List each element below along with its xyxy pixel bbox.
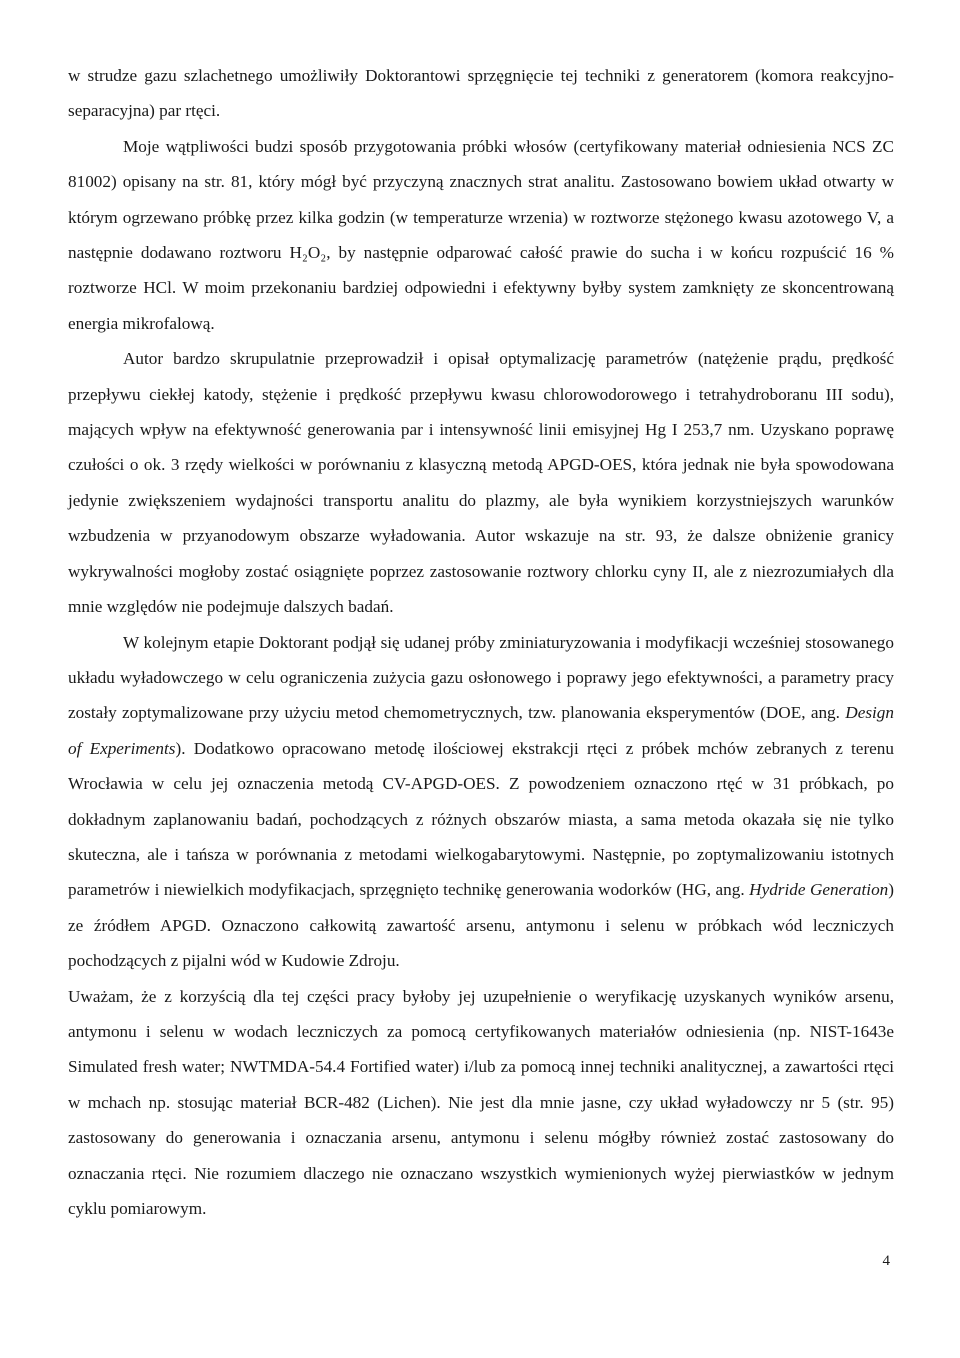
- text-segment: w strudze gazu szlachetnego umożliwiły Doktorantowi sprzęgnięcie tej techniki z generatorem (komora reakcyjno-separacyjna) par rtęci.: [68, 66, 894, 121]
- paragraph-5: [68, 979, 894, 1227]
- body-text: [68, 58, 894, 1226]
- text-segment: ). Dodatkowo opracowano metodę ilościowej ekstrakcji rtęci z próbek mchów zebranych z terenu Wrocławia w celu jej oznaczenia metodą CV-APGD-OES. Z powodzeniem oznaczono rtęć w 31 próbkach, po dokładnym zaplanowaniu badań, pochodzących z różnych obszarów miasta, a sama metoda okazała się nie tylko skuteczna, ale i tańsza w porównania z metodami wielkogabarytowymi. Następnie, po zoptymalizowaniu istotnych parametrów i niewielkich modyfikacjach, sprzęgnięto technikę generowania wodorków (HG, ang.: [68, 738, 894, 900]
- paragraph-2: [68, 129, 894, 341]
- text-segment: Autor bardzo skrupulatnie przeprowadził i opisał optymalizację parametrów (natężenie prądu, prędkość przepływu ciekłej katody, stężenie i prędkość przepływu kwasu chlorowodorowego i tetrahydroboranu III sodu), mających wpływ na efektywność generowania par i intensywność linii emisyjnej Hg I 253,7 nm. Uzyskano poprawę czułości o ok. 3 rzędy wielkości w porównaniu z klasyczną metodą APGD-OES, która jednak nie była spowodowana jedynie zwiększeniem wydajności transportu analitu do plazmy, ale była wynikiem korzystniejszych warunków wzbudzenia w przyanodowym obszarze wyładowania. Autor wskazuje na str. 93, że dalsze obniżenie granicy wykrywalności mogłoby zostać osiągnięte poprzez zastosowanie roztwory chlorku cyny II, ale z niezrozumiałych dla mnie względów nie podejmuje dalszych badań.: [68, 349, 894, 617]
- text-segment: Moje wątpliwości budzi sposób przygotowania próbki włosów (certyfikowany materiał odniesienia NCS ZC 81002) opisany na str. 81, który mógł być przyczyną znacznych strat analitu. Zastosowano bowiem układ otwarty w którym ogrzewano próbkę przez kilka godzin (w temperaturze wrzenia) w roztworze stężonego kwasu azotowego V, a następnie dodawano roztworu H₂O₂, by następnie odparować całość prawie do sucha i w końcu rozpuścić 16 % roztworze HCl. W moim przekonaniu bardziej odpowiedni i efektywny byłby system zamknięty ze skoncentrowaną energia mikrofalową.: [68, 136, 894, 333]
- paragraph-4: [68, 625, 894, 979]
- page-number: 4: [882, 1253, 890, 1269]
- text-segment: ) ze źródłem APGD. Oznaczono całkowitą zawartość arsenu, antymonu i selenu w próbkach wód leczniczych pochodzących z pijalni wód w Kudowie Zdroju.: [68, 880, 894, 971]
- italic-term: Design of Experiments: [68, 703, 894, 758]
- text-segment: Uważam, że z korzyścią dla tej części pracy byłoby jej uzupełnienie o weryfikację uzyskanych wyników arsenu, antymonu i selenu w wodach leczniczych za pomocą certyfikowanych materiałów odniesienia (np. NIST-1643e Simulated fresh water; NWTMDA-54.4 Fortified water) i/lub za pomocą innej techniki analitycznej, a zawartości rtęci w mchach np. stosując materiał BCR-482 (Lichen). Nie jest dla mnie jasne, czy układ wyładowczy nr 5 (str. 95) zastosowany do generowania i oznaczania arsenu, antymonu i selenu mógłby również zostać zastosowany do oznaczania rtęci. Nie rozumiem dlaczego nie oznaczano wszystkich wymienionych wyżej pierwiastków w jednym cyklu pomiarowym.: [68, 986, 894, 1218]
- paragraph-3: [68, 341, 894, 624]
- italic-term: Hydride Generation: [749, 880, 889, 900]
- text-segment: W kolejnym etapie Doktorant podjął się udanej próby zminiaturyzowania i modyfikacji wcześniej stosowanego układu wyładowczego w celu ograniczenia zużycia gazu osłonowego i poprawy jego efektywności, a parametry pracy zostały zoptymalizowane przy użyciu metod chemometrycznych, tzw. planowania eksperymentów (DOE, ang.: [68, 632, 894, 723]
- paragraph-1: [68, 58, 894, 129]
